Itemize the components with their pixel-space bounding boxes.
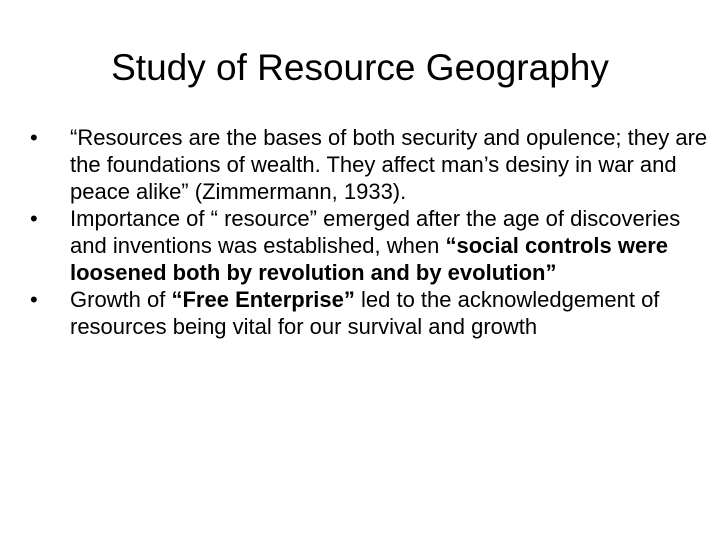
slide-title: Study of Resource Geography xyxy=(111,47,609,88)
bullet-item-free-enterprise xyxy=(30,286,710,340)
bullet-text-bold: “Free Enterprise” xyxy=(171,287,355,312)
bullet-text xyxy=(70,206,680,285)
bullet-icon: • xyxy=(30,206,38,231)
bullet-item-zimmermann-quote xyxy=(30,124,710,205)
bullet-text: “Resources are the bases of both security and opulence; they are the foundations of wealth. They affect man’s desiny in war and peace alike” (Zimmermann, 1933). xyxy=(70,125,708,204)
bullet-icon: • xyxy=(30,125,38,150)
bullet-icon: • xyxy=(30,287,38,312)
bullet-text-regular: Growth of xyxy=(70,287,172,312)
bullet-text xyxy=(70,287,659,339)
bullet-text-regular-suffix: led to the acknowledgement of resources being vital for our survival and growth xyxy=(70,287,660,339)
bullet-text-bold: “social controls were loosened both by revolution and by evolution” xyxy=(70,233,668,285)
bullet-text-regular: Importance of “ resource” emerged after the age of discoveries and inventions was established, when xyxy=(70,206,681,258)
bullet-item-importance xyxy=(30,205,710,286)
bullet-list xyxy=(30,124,710,340)
